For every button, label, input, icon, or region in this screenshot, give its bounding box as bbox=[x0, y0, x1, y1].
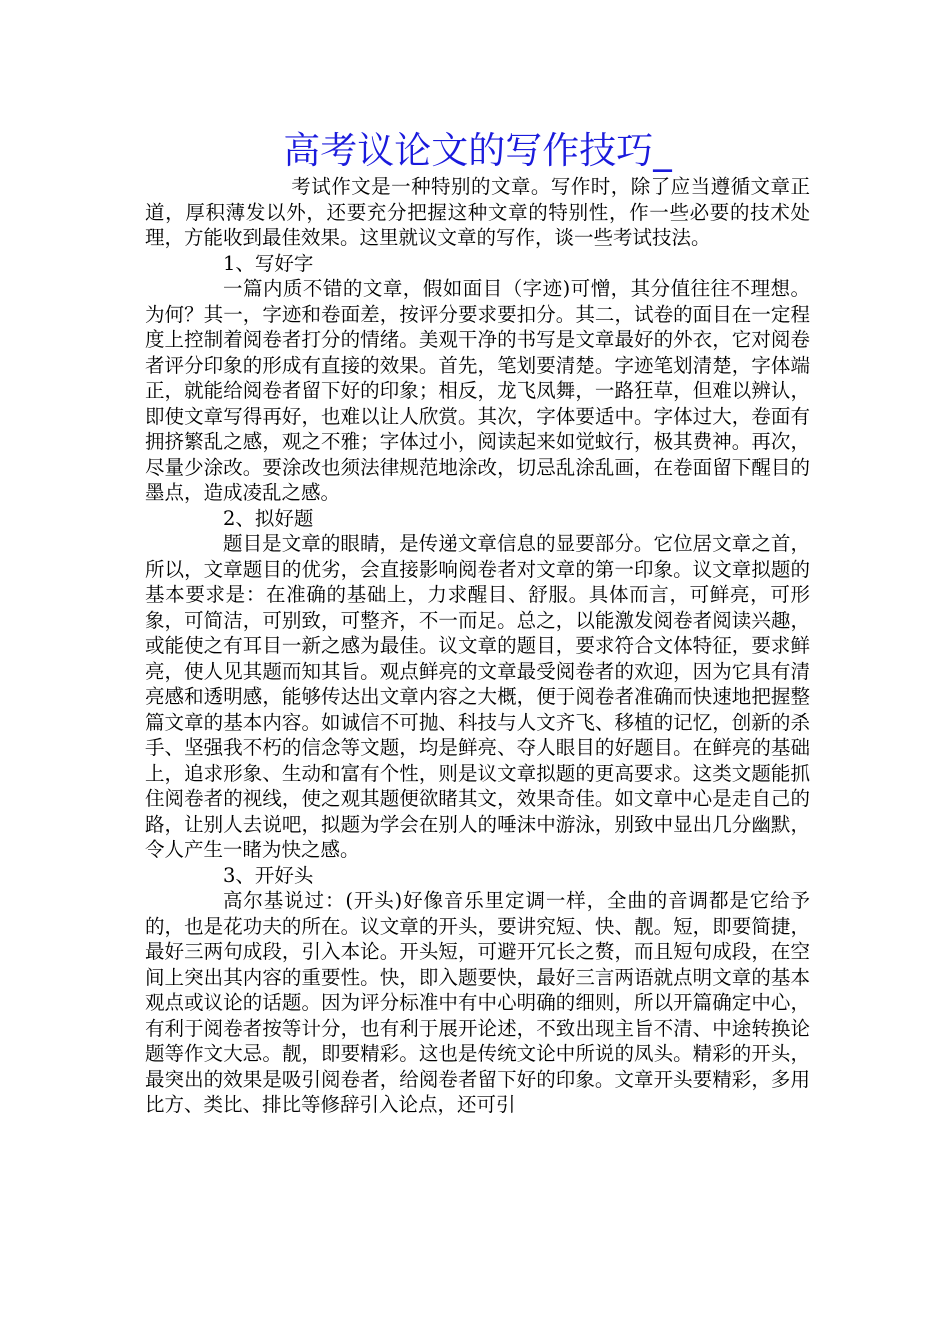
section-heading-1: 1、写好字 bbox=[223, 251, 314, 275]
section-body-1: 一篇内质不错的文章，假如面目（字迹)可憎，其分值往往不理想。为何？其一，字迹和卷面差，按评分要求要扣分。其二，试卷的面目在一定程度上控制着阅卷者打分的情绪。美观干净的书写是文章最好的外衣，它对阅卷者评分印象的形成有直接的效果。首先，笔划要清楚。字迹笔划清楚，字体端正，就能给阅卷者留下好的印象；相反，龙飞凤舞，一路狂草，但难以辨认，即使文章写得再好，也难以让人欣赏。其次，字体要适中。字体过大，卷面有拥挤繁乱之感，观之不雅；字体过小，阅读起来如觉蚊行，极其费神。再次，尽量少涂改。要涂改也须法律规范地涂改，切忌乱涂乱画，在卷面留下醒目的墨点，造成凌乱之感。 bbox=[145, 277, 810, 504]
intro-paragraph: 考试作文是一种特别的文章。写作时，除了应当遵循文章正道，厚积薄发以外，还要充分把握这种文章的特别性，作一些必要的技术处理，方能收到最佳效果。这里就议文章的写作，谈一些考试技法。 bbox=[145, 175, 810, 249]
section-heading-2: 2、拟好题 bbox=[223, 506, 314, 530]
section-body-3: 高尔基说过：(开头)好像音乐里定调一样，全曲的音调都是它给予的，也是花功夫的所在。议文章的开头，要讲究短、快、靓。短，即要简捷，最好三两句成段，引入本论。开头短，可避开冗长之赘，而且短句成段，在空间上突出其内容的重要性。快，即入题要快，最好三言两语就点明文章的基本观点或议论的话题。因为评分标准中有中心明确的细则，所以开篇确定中心，有利于阅卷者按等计分，也有利于展开论述，不致出现主旨不清、中途转换论题等作文大忌。靓，即要精彩。这也是传统文论中所说的凤头。精彩的开头，最突出的效果是吸引阅卷者，给阅卷者留下好的印象。文章开头要精彩，多用比方、类比、排比等修辞引入论点，还可引 bbox=[145, 889, 810, 1116]
document-page bbox=[145, 128, 810, 1118]
section-heading-3: 3、开好头 bbox=[223, 863, 314, 887]
document-title: 高考议论文的写作技巧_ bbox=[283, 129, 672, 172]
section-body-2: 题目是文章的眼睛，是传递文章信息的显要部分。它位居文章之首，所以，文章题目的优劣，会直接影响阅卷者对文章的第一印象。议文章拟题的基本要求是：在准确的基础上，力求醒目、舒服。具体而言，可鲜亮，可形象，可简洁，可别致，可整齐，不一而足。总之，以能激发阅卷者阅读兴趣，或能使之有耳目一新之感为最佳。议文章的题目，要求符合文体特征，要求鲜亮，使人见其题而知其旨。观点鲜亮的文章最受阅卷者的欢迎，因为它具有清亮感和透明感，能够传达出文章内容之大概，便于阅卷者准确而快速地把握整篇文章的基本内容。如诚信不可抛、科技与人文齐飞、移植的记忆，创新的杀手、坚强我不朽的信念等文题，均是鲜亮、夺人眼目的好题目。在鲜亮的基础上，追求形象、生动和富有个性，则是议文章拟题的更高要求。这类文题能抓住阅卷者的视线，使之观其题便欲睹其文，效果奇佳。如文章中心是走自己的路，让别人去说吧，拟题为学会在别人的唾沫中游泳，别致中显出几分幽默，令人产生一睹为快之感。 bbox=[145, 532, 810, 861]
